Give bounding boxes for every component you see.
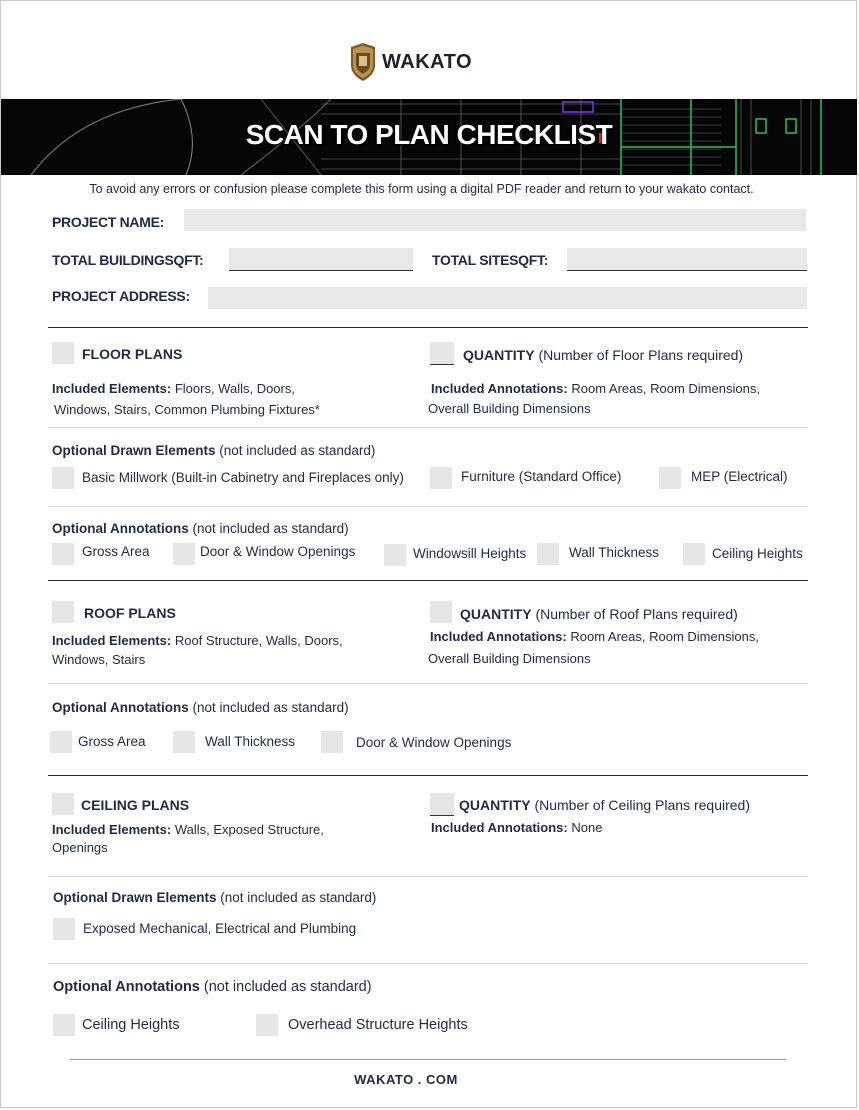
basic-millwork-label: Basic Millwork (Built-in Cabinetry and Fireplaces only) <box>82 470 404 485</box>
divider <box>48 506 808 507</box>
project-address-label: PROJECT ADDRESS: <box>52 288 190 304</box>
header-banner <box>1 99 857 175</box>
floor-plans-title: FLOOR PLANS <box>82 346 183 362</box>
floor-ceiling-heights-label: Ceiling Heights <box>712 546 803 561</box>
brand-logo <box>350 43 472 81</box>
roof-plans-quantity-label: QUANTITY (Number of Roof Plans required) <box>460 606 738 622</box>
ceiling-plans-quantity-field[interactable] <box>430 793 454 816</box>
roof-plans-included-annotations: Included Annotations: Room Areas, Room Dimensions, <box>430 629 759 644</box>
exposed-mep-checkbox[interactable] <box>53 918 75 940</box>
footer-divider <box>70 1059 786 1060</box>
section-divider <box>48 775 808 776</box>
roof-door-window-openings-checkbox[interactable] <box>321 731 343 753</box>
site-sqft-label: TOTAL SITESQFT: <box>432 252 549 268</box>
floor-plans-included-elements: Included Elements: Floors, Walls, Doors, <box>52 381 295 396</box>
roof-wall-thickness-label: Wall Thickness <box>205 734 296 749</box>
roof-gross-area-checkbox[interactable] <box>50 731 72 753</box>
floor-optional-drawn-heading: Optional Drawn Elements (not included as standard) <box>52 443 376 458</box>
ceiling-plans-included-elements: Included Elements: Walls, Exposed Structure, <box>52 822 324 837</box>
basic-millwork-checkbox[interactable] <box>52 467 74 489</box>
project-name-field[interactable] <box>184 209 806 231</box>
instruction-text: To avoid any errors or confusion please complete this form using a digital PDF reader and return to your wakato contact. <box>89 182 754 196</box>
ceiling-heights-label: Ceiling Heights <box>82 1017 180 1033</box>
floor-plans-quantity-label: QUANTITY (Number of Floor Plans required) <box>463 347 744 363</box>
section-divider <box>48 327 808 328</box>
floor-gross-area-checkbox[interactable] <box>52 543 74 565</box>
floor-plans-checkbox[interactable] <box>52 342 74 364</box>
mep-electrical-label: MEP (Electrical) <box>691 469 788 484</box>
roof-wall-thickness-checkbox[interactable] <box>173 731 195 753</box>
roof-plans-included-elements-cont: Windows, Stairs <box>52 652 146 667</box>
floor-plans-included-annotations: Included Annotations: Room Areas, Room Dimensions, <box>431 381 760 396</box>
furniture-checkbox[interactable] <box>430 467 452 489</box>
floor-wall-thickness-label: Wall Thickness <box>569 545 660 560</box>
floor-ceiling-heights-checkbox[interactable] <box>683 543 705 565</box>
roof-door-window-openings-label: Door & Window Openings <box>356 735 512 750</box>
floor-door-window-openings-label: Door & Window Openings <box>200 544 356 559</box>
ceiling-heights-checkbox[interactable] <box>53 1014 75 1036</box>
overhead-structure-heights-checkbox[interactable] <box>256 1014 278 1036</box>
floor-wall-thickness-checkbox[interactable] <box>537 543 559 565</box>
roof-gross-area-label: Gross Area <box>78 734 146 749</box>
site-sqft-field[interactable] <box>567 248 807 271</box>
building-sqft-field[interactable] <box>229 248 413 271</box>
roof-plans-quantity-field[interactable] <box>430 601 452 623</box>
ceiling-plans-quantity-label: QUANTITY (Number of Ceiling Plans required) <box>459 797 750 813</box>
roof-optional-annotations-heading: Optional Annotations (not included as standard) <box>52 700 349 715</box>
ceiling-plans-included-elements-cont: Openings <box>52 840 108 855</box>
ceiling-optional-drawn-heading: Optional Drawn Elements (not included as standard) <box>53 890 377 905</box>
floor-optional-annotations-heading: Optional Annotations (not included as standard) <box>52 521 349 536</box>
project-name-label: PROJECT NAME: <box>52 214 164 230</box>
divider <box>48 963 808 964</box>
roof-plans-title: ROOF PLANS <box>84 605 176 621</box>
section-divider <box>48 580 808 581</box>
mep-electrical-checkbox[interactable] <box>659 467 681 489</box>
divider <box>48 427 808 428</box>
floor-gross-area-label: Gross Area <box>82 544 150 559</box>
roof-plans-included-annotations-cont: Overall Building Dimensions <box>428 651 591 666</box>
exposed-mep-label: Exposed Mechanical, Electrical and Plumbing <box>83 921 357 936</box>
floor-plans-included-annotations-cont: Overall Building Dimensions <box>428 401 591 416</box>
floor-door-window-openings-checkbox[interactable] <box>173 543 195 565</box>
overhead-structure-heights-label: Overhead Structure Heights <box>288 1017 468 1033</box>
brand-name: WAKATO <box>382 50 473 73</box>
page-title: SCAN TO PLAN CHECKLIST <box>245 119 613 150</box>
floor-plans-quantity-field[interactable] <box>430 342 454 365</box>
windowsill-heights-checkbox[interactable] <box>384 544 406 566</box>
ceiling-optional-annotations-heading: Optional Annotations (not included as standard) <box>53 979 372 995</box>
building-sqft-label: TOTAL BUILDINGSQFT: <box>52 252 204 268</box>
project-address-field[interactable] <box>208 287 807 309</box>
windowsill-heights-label: Windowsill Heights <box>413 546 527 561</box>
footer-website: WAKATO . COM <box>354 1072 458 1087</box>
floor-plans-included-elements-cont: Windows, Stairs, Common Plumbing Fixtures* <box>54 402 320 417</box>
divider <box>48 876 808 877</box>
roof-plans-checkbox[interactable] <box>52 601 74 623</box>
ceiling-plans-checkbox[interactable] <box>52 793 74 815</box>
roof-plans-included-elements: Included Elements: Roof Structure, Walls, Doors, <box>52 633 343 648</box>
furniture-label: Furniture (Standard Office) <box>461 469 622 484</box>
ceiling-plans-included-annotations: Included Annotations: None <box>431 820 603 835</box>
shield-crest-icon <box>350 43 376 81</box>
ceiling-plans-title: CEILING PLANS <box>81 797 190 813</box>
divider <box>48 683 808 684</box>
